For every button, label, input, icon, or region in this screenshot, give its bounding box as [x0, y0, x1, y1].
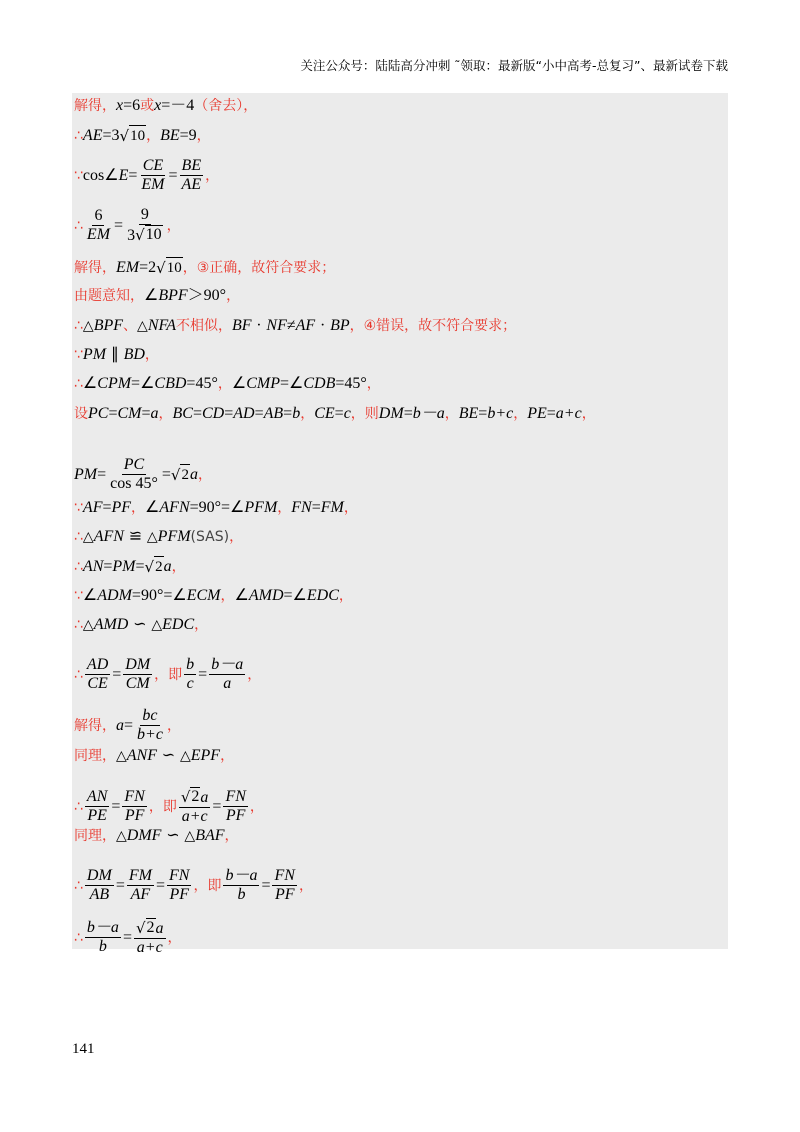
- fraction: $\frac{FN}{PF}$: [168, 867, 190, 903]
- solution-line-12: ∵ AF = PF ， ∠ AFN =90°=∠ PFM ， FN = FM ，: [74, 499, 358, 516]
- solution-line-2: ∴ AE =3 √ 10 ， BE =9 ，: [74, 126, 211, 145]
- solution-line-13: ∴ △ AFN ≌ △ PFM (SAS) ，: [74, 528, 244, 545]
- fraction: $\frac{b-a}{b}$: [86, 919, 119, 955]
- fraction: $\frac{AN}{PE}$: [86, 788, 108, 824]
- fraction: √ 2 a a+c: [135, 919, 164, 956]
- solution-line-4: ∴ $\frac{6}{EM}$ = 9 3 √ 10 ，: [74, 206, 181, 244]
- solution-line-18: 解得， a = $\frac{bc}{b+c}$ ，: [74, 707, 181, 743]
- solution-line-15: ∵ ∠ ADM =90°=∠ ECM ， ∠ AMD =∠ EDC ，: [74, 587, 353, 604]
- sqrt: √ 2: [144, 558, 163, 576]
- fraction: $\frac{FN}{PF}$: [274, 867, 295, 903]
- fraction: √ 2 a a+c: [180, 788, 209, 825]
- solution-line-21: 同理， △ DMF ∽ △ BAF ，: [74, 827, 239, 844]
- fraction: $\frac{PC}{\cos 45^\circ}$: [110, 456, 158, 492]
- fraction: $\frac{DM}{AB}$: [86, 867, 112, 903]
- fraction: $\frac{BE}{AE}$: [181, 157, 202, 193]
- solution-line-20: ∴ $\frac{AN}{PE}$ = $\frac{FN}{PF}$ ， 即 √ 2 a a+c = $\frac{FN}{PF}$ ，: [74, 788, 264, 825]
- fraction: $\frac{b-a}{b}$: [225, 867, 258, 903]
- fraction: $\frac{bc}{b+c}$: [137, 707, 163, 743]
- solution-line-1: 解得， x =6 或 x =－4 （舍去），: [74, 97, 258, 114]
- solution-line-17: ∴ $\frac{AD}{CE}$ = $\frac{DM}{CM}$ ， 即 $\frac{b}{c}$ = $\frac{b-a}{a}$ ，: [74, 656, 262, 692]
- solution-line-10: 设 PC = CM = a ， BC = CD = AD = AB = b ， CE = c ，则 DM = b－a ， BE = b+c ， PE = a+c ，: [74, 405, 596, 422]
- fraction: $\frac{DM}{CM}$: [125, 656, 151, 692]
- solution-line-3: ∵ cos∠ E = $\frac{CE}{EM}$ = $\frac{BE}{AE}$ ，: [74, 157, 220, 193]
- solution-line-9: ∴ ∠ CPM =∠ CBD =45° ， ∠ CMP =∠ CDB =45° ，: [74, 375, 381, 392]
- solution-line-5: 解得， EM =2 √ 10 ，③正确，故符合要求；: [74, 258, 336, 277]
- solution-line-8: ∵ PM ∥ BD ，: [74, 346, 159, 363]
- fraction: $\frac{6}{EM}$: [86, 207, 111, 243]
- fraction: $\frac{FN}{PF}$: [225, 788, 246, 824]
- solution-line-22: ∴ $\frac{DM}{AB}$ = $\frac{FM}{AF}$ = $\frac{FN}{PF}$ ， 即 $\frac{b-a}{b}$ = $\frac{FN}{PF}$ ，: [74, 867, 313, 903]
- page-number: 141: [72, 1041, 95, 1057]
- fraction: $\frac{FN}{PF}$: [124, 788, 145, 824]
- sqrt: √ 10: [119, 127, 146, 145]
- solution-line-16: ∴ △ AMD ∽ △ EDC ，: [74, 616, 209, 633]
- sqrt: √ 10: [156, 259, 182, 277]
- fraction: $\frac{FM}{AF}$: [128, 867, 152, 903]
- fraction: $\frac{AD}{CE}$: [86, 656, 109, 692]
- page-header: 关注公众号：陆陆高分冲刺 ˜领取：最新版“小中高考-总复习”、最新试卷下载: [300, 58, 728, 73]
- fraction: $\frac{CE}{EM}$: [141, 157, 165, 193]
- solution-line-11: PM = $\frac{PC}{\cos 45^\circ}$ = √ 2 a ，: [74, 456, 212, 492]
- solution-line-19: 同理， △ ANF ∽ △ EPF ，: [74, 747, 235, 764]
- sqrt: √ 2: [170, 466, 189, 484]
- solution-line-23: ∴ $\frac{b-a}{b}$ = √ 2 a a+c ，: [74, 919, 182, 956]
- solution-line-7: ∴ △ BPF 、 △ NFA 不相似， BF · NF ≠ AF · BP ，④错误，故不符合要求；: [74, 317, 517, 334]
- fraction: 9 3 √ 10: [127, 206, 162, 244]
- fraction: $\frac{b}{c}$: [186, 656, 195, 692]
- fraction: $\frac{b-a}{a}$: [211, 656, 244, 692]
- solution-line-6: 由题意知， ∠ BPF ＞90° ，: [74, 287, 241, 304]
- solution-line-14: ∴ AN = PM = √ 2 a ，: [74, 557, 186, 576]
